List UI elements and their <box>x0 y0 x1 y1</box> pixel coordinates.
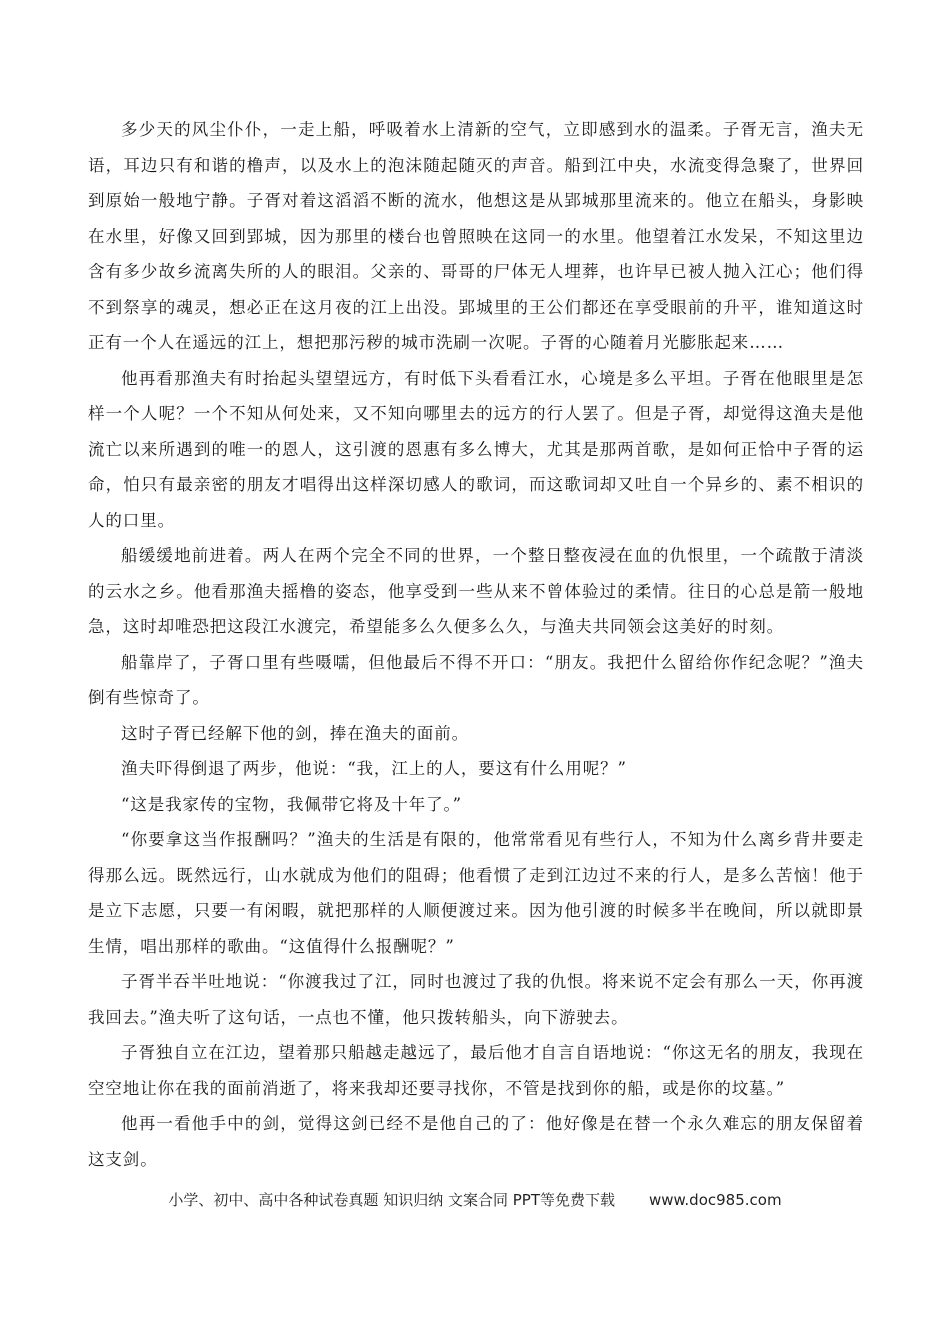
paragraph: 渔夫吓得倒退了两步，他说：“我，江上的人，要这有什么用呢？” <box>121 759 627 778</box>
paragraph: 子胥半吞半吐地说：“你渡我过了江，同时也渡过了我的仇恨。将来说不定会有那么一天，你再渡我回去。”渔夫听了这句话，一点也不懂，他只拨转船头，向下游驶去。 <box>88 972 864 1027</box>
footer-link[interactable]: www.doc985.com <box>648 1191 782 1209</box>
article-body <box>88 112 864 1177</box>
paragraph: 多少天的风尘仆仆，一走上船，呼吸着水上清新的空气，立即感到水的温柔。子胥无言，渔夫无语，耳边只有和谐的橹声，以及水上的泡沫随起随灭的声音。船到江中央，水流变得急聚了，世界回到原始一般地宁静。子胥对着这滔滔不断的流水，他想这是从郢城那里流来的。他立在船头，身影映在水里，好像又回到郢城，因为那里的楼台也曾照映在这同一的水里。他望着江水发呆，不知这里边含有多少故乡流离失所的人的眼泪。父亲的、哥哥的尸体无人埋葬，也许早已被人抛入江心；他们得不到祭享的魂灵，想必正在这月夜的江上出没。郢城里的王公们都还在享受眼前的升平，谁知道这时正有一个人在遥远的江上，想把那污秽的城市洗刷一次呢。子胥的心随着月光膨胀起来…… <box>88 120 864 352</box>
paragraph: 子胥独自立在江边，望着那只船越走越远了，最后他才自言自语地说：“你这无名的朋友，我现在空空地让你在我的面前消逝了，将来我却还要寻找你，不管是找到你的船，或是你的坟墓。” <box>88 1043 864 1098</box>
paragraph: 船缓缓地前进着。两人在两个完全不同的世界，一个整日整夜浸在血的仇恨里，一个疏散于清淡的云水之乡。他看那渔夫摇橹的姿态，他享受到一些从来不曾体验过的柔情。往日的心总是箭一般地急，这时却唯恐把这段江水渡完，希望能多么久便多么久，与渔夫共同领会这美好的时刻。 <box>88 546 864 636</box>
paragraph: “你要拿这当作报酬吗？”渔夫的生活是有限的，他常常看见有些行人，不知为什么离乡背井要走得那么远。既然远行，山水就成为他们的阻碍；他看惯了走到江边过不来的行人，是多么苦恼！他于是立下志愿，只要一有闲暇，就把那样的人顺便渡过来。因为他引渡的时候多半在晚间，所以就即景生情，唱出那样的歌曲。“这值得什么报酬呢？” <box>88 830 864 956</box>
footer-text: 小学、初中、高中各种试卷真题 知识归纳 文案合同 PPT等免费下载 <box>168 1191 615 1209</box>
paragraph: 他再看那渔夫有时抬起头望望远方，有时低下头看看江水，心境是多么平坦。子胥在他眼里是怎样一个人呢？一个不知从何处来，又不知向哪里去的远方的行人罢了。但是子胥，却觉得这渔夫是他流亡以来所遇到的唯一的恩人，这引渡的恩惠有多么博大，尤其是那两首歌，是如何正恰中子胥的运命，怕只有最亲密的朋友才唱得出这样深切感人的歌词，而这歌词却又吐自一个异乡的、素不相识的人的口里。 <box>88 368 864 530</box>
paragraph: 船靠岸了，子胥口里有些嗫嚅，但他最后不得不开口：“朋友。我把什么留给你作纪念呢？”渔夫倒有些惊奇了。 <box>88 652 864 707</box>
paragraph: 这时子胥已经解下他的剑，捧在渔夫的面前。 <box>121 723 469 743</box>
page-footer <box>0 1189 950 1210</box>
paragraph: “这是我家传的宝物，我佩带它将及十年了。” <box>121 794 463 814</box>
paragraph: 他再一看他手中的剑，觉得这剑已经不是他自己的了：他好像是在替一个永久难忘的朋友保留着这支剑。 <box>88 1114 864 1169</box>
